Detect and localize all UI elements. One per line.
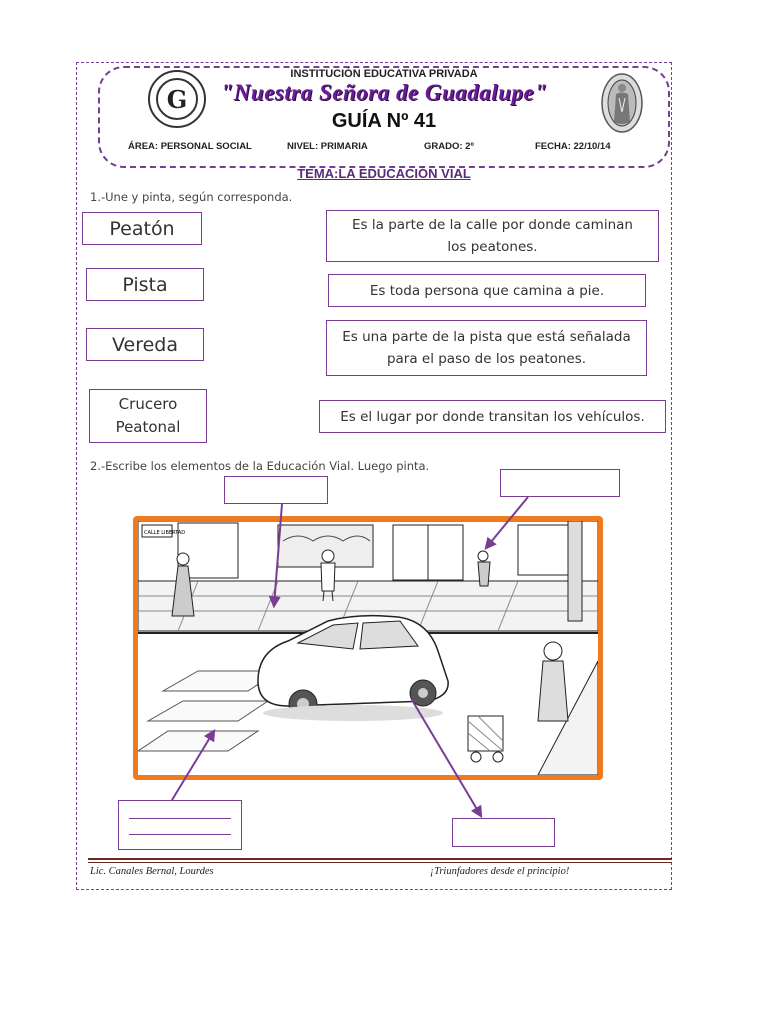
definition-box: Es toda persona que camina a pie. [328, 274, 646, 307]
term-line: Crucero [118, 395, 178, 413]
nivel-label: NIVEL: PRIMARIA [287, 141, 368, 152]
footer-author: Lic. Canales Bernal, Lourdes [90, 866, 214, 877]
footer-motto: ¡Triunfadores desde el principio! [430, 866, 570, 877]
definition-line: Es una parte de la pista que está señalada [342, 329, 631, 345]
arrow-to-crosswalk [172, 731, 214, 800]
term-line: Peatonal [115, 418, 181, 436]
term-box: Peatón [82, 212, 202, 245]
definition-line: los peatones. [447, 239, 538, 255]
fecha-label: FECHA: 22/10/14 [535, 141, 611, 152]
guide-title: GUÍA Nº 41 [331, 110, 437, 132]
area-label: ÁREA: PERSONAL SOCIAL [128, 141, 252, 152]
arrow-to-pedestrian [486, 497, 528, 548]
exercise1-instruction: 1.-Une y pinta, según corresponda. [90, 190, 293, 204]
footer-rule [88, 858, 672, 860]
arrow-to-street [412, 700, 481, 816]
institution-type: INSTITUCIÓN EDUCATIVA PRIVADA [290, 68, 478, 80]
definition-line: para el paso de los peatones. [386, 351, 587, 367]
seal-letter: G [156, 78, 198, 120]
grado-label: GRADO: 2º [424, 141, 474, 152]
institution-name: "Nuestra Señora de Guadalupe" [220, 80, 548, 105]
shop-sign-text: CALLE LIBERTAD [144, 530, 186, 536]
term-box: Pista [86, 268, 204, 301]
topic-title: TEMA:LA EDUCACIÓN VIAL [297, 166, 471, 181]
definition-box: Es el lugar por donde transitan los vehículos. [319, 400, 666, 433]
arrow-to-sidewalk [274, 504, 282, 606]
footer-rule-thin [88, 862, 672, 863]
term-box: Vereda [86, 328, 204, 361]
exercise2-instruction: 2.-Escribe los elementos de la Educación Vial. Luego pinta. [90, 459, 430, 473]
definition-line: Es la parte de la calle por donde caminan [352, 217, 633, 233]
